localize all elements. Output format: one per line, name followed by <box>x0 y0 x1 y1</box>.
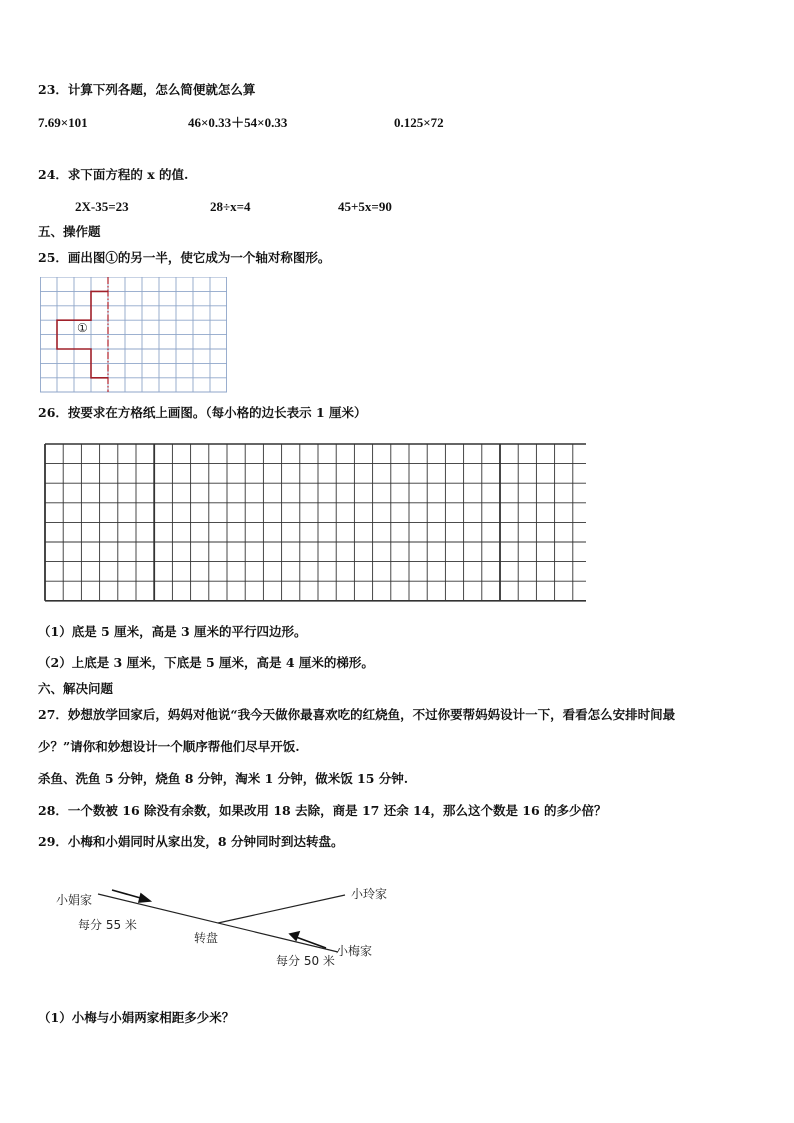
q27-line-3: 杀鱼、洗鱼 5 分钟，烧鱼 8 分钟，淘米 1 分钟，做米饭 15 分钟. <box>38 771 409 786</box>
q26-sub-1: （1）底是 5 厘米，高是 3 厘米的平行四边形。 <box>38 624 307 639</box>
label-xiaomei-home: 小梅家 <box>336 944 373 958</box>
q27-line-2: 少？”请你和妙想设计一个顺序帮他们尽早开饭. <box>38 739 300 754</box>
q25-grid-lines <box>40 277 227 392</box>
q26-sub-2: （2）上底是 3 厘米，下底是 5 厘米，高是 4 厘米的梯形。 <box>38 655 374 670</box>
q25-symmetry-grid <box>40 277 230 393</box>
q23-expr-2: 46×0.33＋54×0.33 <box>188 115 288 130</box>
q23-title: 23．计算下列各题，怎么简便就怎么算 <box>38 82 256 97</box>
q29-sub-1: （1）小梅与小娟两家相距多少米？ <box>38 1010 235 1025</box>
q26-title: 26．按要求在方格纸上画图。（每小格的边长表示 1 厘米） <box>38 405 367 420</box>
q25-title: 25．画出图①的另一半，使它成为一个轴对称图形。 <box>38 250 331 265</box>
q24-expr-1: 2X-35=23 <box>75 199 129 214</box>
q29-route-map <box>40 868 420 978</box>
arrow-juan <box>112 890 150 902</box>
q23-expr-3: 0.125×72 <box>394 115 444 130</box>
label-speed-juan: 每分 55 米 <box>78 918 137 932</box>
q24-expr-2: 28÷x=4 <box>210 199 251 214</box>
q26-grid-lines <box>45 444 586 601</box>
q27-line-1: 27．妙想放学回家后，妈妈对他说“我今天做你最喜欢吃的红烧鱼，不过你要帮妈妈设计一下，看看怎么安排时间最 <box>38 707 676 722</box>
label-xiaojuan-home: 小娟家 <box>56 893 93 907</box>
section-6-heading: 六、解决问题 <box>38 681 114 696</box>
q25-figure-label: ① <box>77 321 88 335</box>
label-xiaoling-home: 小玲家 <box>351 887 388 901</box>
label-roundabout: 转盘 <box>194 931 219 945</box>
q24-expr-3: 45+5x=90 <box>338 199 392 214</box>
label-speed-mei: 每分 50 米 <box>276 954 335 968</box>
q26-square-grid <box>44 443 586 603</box>
section-5-heading: 五、操作题 <box>38 224 101 239</box>
arrow-mei <box>290 932 326 948</box>
road-roundabout-to-ling <box>218 895 345 923</box>
q23-expr-1: 7.69×101 <box>38 115 88 130</box>
q24-title: 24．求下面方程的 x 的值. <box>38 167 189 182</box>
q29-title: 29．小梅和小娟同时从家出发，8 分钟同时到达转盘。 <box>38 834 344 849</box>
q28-text: 28．一个数被 16 除没有余数，如果改用 18 去除，商是 17 还余 14，那么这个数是 16 的多少倍？ <box>38 803 607 818</box>
